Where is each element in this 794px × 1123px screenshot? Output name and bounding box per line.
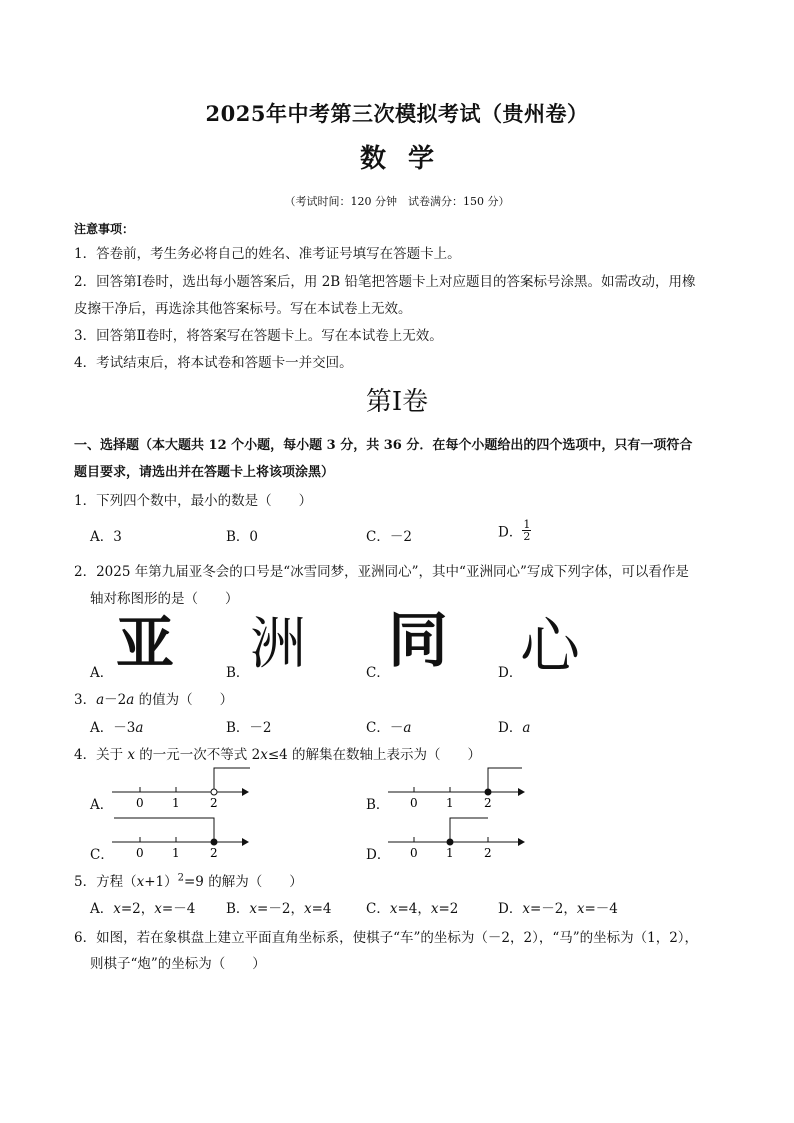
notes-heading: 注意事项： — [74, 222, 135, 236]
number-line-c — [110, 815, 250, 861]
q2-option-a[interactable]: A． — [90, 665, 114, 681]
tick-label-0: 0 — [136, 846, 144, 860]
question-5-stem: 5．方程$(x+1)^2=9$ 的解为（ ） — [74, 872, 303, 890]
section-title: 第Ⅰ卷 — [365, 387, 429, 417]
exam-meta: （考试时间：120 分钟 试卷满分：150 分） — [284, 195, 510, 208]
q3-option-d[interactable]: D．a — [498, 720, 531, 736]
fraction-numerator: 1 — [523, 518, 531, 531]
q5-option-c[interactable]: C．x=4，x=2 — [366, 901, 459, 917]
q3-option-b[interactable]: B．－2 — [226, 720, 272, 736]
tick-label-2: 2 — [484, 796, 492, 810]
part1-instructions: 一、选择题（本大题共 12 个小题，每小题 3 分，共 36 分．在每个小题给出的四个选项中，只有一项符合 — [74, 438, 693, 453]
q3-option-c[interactable]: C．－a — [366, 720, 412, 736]
q2-option-d[interactable]: D． — [498, 665, 523, 681]
number-line-a — [110, 765, 250, 811]
tick-label-1: 1 — [172, 796, 180, 810]
q4-option-c[interactable]: C． — [90, 847, 114, 863]
q4-option-d[interactable]: D． — [366, 847, 391, 863]
tick-label-1: 1 — [172, 846, 180, 860]
fraction-denominator: 2 — [523, 530, 531, 543]
subject-title: 数学 — [359, 144, 456, 174]
q4-option-b[interactable]: B． — [366, 797, 390, 813]
q2-option-b[interactable]: B． — [226, 665, 250, 681]
number-line-b — [386, 765, 526, 811]
tick-label-2: 2 — [484, 846, 492, 860]
q1-option-a[interactable]: A．3 — [90, 529, 122, 545]
part1-instructions: 题目要求，请选出并在答题卡上将该项涂黑） — [74, 465, 335, 480]
note-item: 2．回答第Ⅰ卷时，选出每小题答案后，用 2B 铅笔把答题卡上对应题目的答案标号涂黑。如需改动，用橡 — [74, 274, 696, 290]
q3-option-a[interactable]: A．－3a — [90, 720, 144, 736]
tick-label-1: 1 — [446, 846, 454, 860]
q1-option-d[interactable] — [498, 519, 531, 542]
tick-label-1: 1 — [446, 796, 454, 810]
tick-label-2: 2 — [210, 796, 218, 810]
q1-option-d-label: D． — [498, 524, 523, 541]
tick-label-0: 0 — [136, 796, 144, 810]
q1-option-c[interactable]: C．－2 — [366, 529, 412, 545]
tick-label-2: 2 — [210, 846, 218, 860]
glyph-ya: 亚 — [116, 609, 175, 677]
q4-option-a[interactable]: A． — [90, 797, 114, 813]
q5-option-b[interactable]: B．x=－2，x=4 — [226, 901, 332, 917]
exam-title: 2025年中考第三次模拟考试（贵州卷） — [205, 101, 589, 126]
question-6-stem: 则棋子“炮”的坐标为（ ） — [90, 956, 266, 972]
question-2-stem: 轴对称图形的是（ ） — [90, 591, 239, 607]
glyph-zhou: 洲 — [250, 612, 306, 677]
note-item: 4．考试结束后，将本试卷和答题卡一并交回。 — [74, 355, 353, 371]
note-item: 皮擦干净后，再选涂其他答案标号。写在本试卷上无效。 — [74, 301, 412, 317]
glyph-xin: 心 — [520, 612, 580, 682]
question-1-stem: 1．下列四个数中，最小的数是（ ） — [74, 493, 313, 509]
note-item: 3．回答第Ⅱ卷时，将答案写在答题卡上。写在本试卷上无效。 — [74, 328, 443, 344]
q5-option-a[interactable]: A．x=2，x=－4 — [90, 901, 196, 917]
tick-label-0: 0 — [410, 846, 418, 860]
question-6-stem: 6．如图，若在象棋盘上建立平面直角坐标系，使棋子“车”的坐标为（－2，2），“马”的坐标为（1，2）， — [74, 930, 699, 946]
question-4-stem: 4．关于 x 的一元一次不等式 2x≤4 的解集在数轴上表示为（ ） — [74, 747, 482, 763]
question-3-stem: 3．a－2a 的值为（ ） — [74, 692, 234, 708]
q5-option-d[interactable]: D．x=－2，x=－4 — [498, 901, 618, 917]
tick-label-0: 0 — [410, 796, 418, 810]
question-2-stem: 2．2025 年第九届亚冬会的口号是“冰雪同梦，亚洲同心”，其中“亚洲同心”写成下列字体，可以看作是 — [74, 564, 689, 580]
q2-option-c[interactable]: C． — [366, 665, 390, 681]
fraction-one-half — [522, 519, 531, 542]
note-item: 1．答卷前，考生务必将自己的姓名、准考证号填写在答题卡上。 — [74, 246, 461, 262]
q1-option-b[interactable]: B．0 — [226, 529, 259, 545]
glyph-tong: 同 — [388, 606, 448, 676]
number-line-d — [386, 815, 526, 861]
